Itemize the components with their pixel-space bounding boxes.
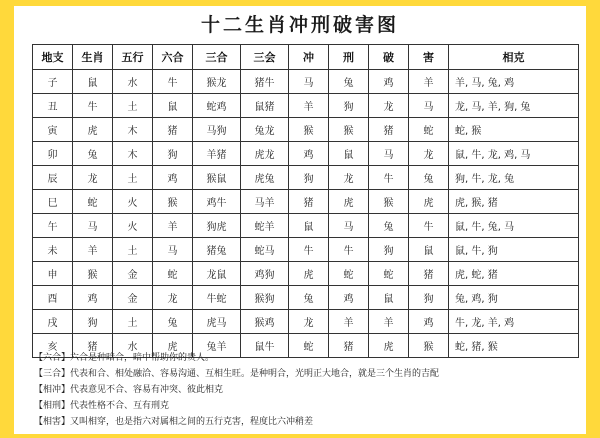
table-cell: 羊: [369, 310, 409, 334]
table-cell: 鸡: [153, 166, 193, 190]
table-cell: 土: [113, 94, 153, 118]
header-cell: 破: [369, 45, 409, 70]
table-cell: 狗: [409, 286, 449, 310]
table-row: [33, 238, 579, 262]
table-cell: 子: [33, 70, 73, 94]
table-cell: 狗虎: [193, 214, 241, 238]
header-cell: 五行: [113, 45, 153, 70]
table-cell: 虎: [153, 334, 193, 358]
table-cell: 猴: [409, 334, 449, 358]
table-cell: 木: [113, 142, 153, 166]
table-row: [33, 70, 579, 94]
table-cell: 虎马: [193, 310, 241, 334]
table-cell: 鸡: [329, 286, 369, 310]
table-cell: 水: [113, 334, 153, 358]
table-row: [33, 142, 579, 166]
table-cell: 牛: [409, 214, 449, 238]
table-cell: 猴: [73, 262, 113, 286]
header-cell: 冲: [289, 45, 329, 70]
note-xiangchong: 【相冲】代表意见不合、容易有冲突、彼此相克: [34, 385, 224, 395]
table-cell: 牛: [289, 238, 329, 262]
table-cell: 蛇鸡: [193, 94, 241, 118]
table-cell: 鼠: [289, 214, 329, 238]
table-cell: 鼠牛: [241, 334, 289, 358]
table-cell: 蛇: [409, 118, 449, 142]
table-cell: 蛇: [153, 262, 193, 286]
table-cell: 卯: [33, 142, 73, 166]
table-cell: 酉: [33, 286, 73, 310]
table-cell: 猴: [153, 190, 193, 214]
zodiac-table: [32, 44, 579, 358]
table-cell: 狗: [153, 142, 193, 166]
table-cell: 猴: [289, 118, 329, 142]
table-cell: 羊: [409, 70, 449, 94]
table-cell: 鼠: [153, 94, 193, 118]
header-cell: 刑: [329, 45, 369, 70]
table-cell: 猴狗: [241, 286, 289, 310]
table-cell: 兔, 鸡, 狗: [449, 286, 579, 310]
header-row: [33, 45, 579, 70]
table-cell: 牛: [369, 166, 409, 190]
table-cell: 鼠, 牛, 兔, 马: [449, 214, 579, 238]
table-cell: 狗, 牛, 龙, 兔: [449, 166, 579, 190]
header-cell: 地支: [33, 45, 73, 70]
table-cell: 金: [113, 286, 153, 310]
table-cell: 猪: [369, 118, 409, 142]
table-cell: 羊: [289, 94, 329, 118]
table-cell: 猪: [153, 118, 193, 142]
table-cell: 鼠: [369, 286, 409, 310]
table-cell: 龙: [73, 166, 113, 190]
table-cell: 水: [113, 70, 153, 94]
table-cell: 土: [113, 166, 153, 190]
table-cell: 马: [289, 70, 329, 94]
table-cell: 猪: [329, 334, 369, 358]
table-cell: 鸡: [289, 142, 329, 166]
table-cell: 土: [113, 310, 153, 334]
table-cell: 马狗: [193, 118, 241, 142]
table-cell: 辰: [33, 166, 73, 190]
table-row: [33, 190, 579, 214]
table-cell: 狗: [289, 166, 329, 190]
table-cell: 猪: [73, 334, 113, 358]
page-title: 十二生肖冲刑破害图: [200, 14, 399, 36]
table-cell: 龙: [409, 142, 449, 166]
table-cell: 龙: [289, 310, 329, 334]
header-cell: 六合: [153, 45, 193, 70]
document-page: [14, 6, 586, 434]
table-cell: 狗: [369, 238, 409, 262]
header-cell: 相克: [449, 45, 579, 70]
table-cell: 蛇: [289, 334, 329, 358]
table-cell: 丑: [33, 94, 73, 118]
table-cell: 鸡: [369, 70, 409, 94]
table-cell: 虎: [289, 262, 329, 286]
table-cell: 鸡: [73, 286, 113, 310]
table-cell: 戌: [33, 310, 73, 334]
table-cell: 鸡牛: [193, 190, 241, 214]
table-cell: 火: [113, 214, 153, 238]
table-cell: 兔羊: [193, 334, 241, 358]
table-cell: 羊: [329, 310, 369, 334]
table-cell: 牛蛇: [193, 286, 241, 310]
table-cell: 午: [33, 214, 73, 238]
table-cell: 鼠: [409, 238, 449, 262]
table-cell: 鼠猪: [241, 94, 289, 118]
table-cell: 蛇: [329, 262, 369, 286]
table-cell: 牛: [73, 94, 113, 118]
table-cell: 猴龙: [193, 70, 241, 94]
table-cell: 牛, 龙, 羊, 鸡: [449, 310, 579, 334]
table-cell: 马: [73, 214, 113, 238]
table-row: [33, 262, 579, 286]
table-cell: 羊, 马, 兔, 鸡: [449, 70, 579, 94]
table-cell: 巳: [33, 190, 73, 214]
table-cell: 猴鼠: [193, 166, 241, 190]
table-body: [33, 70, 579, 358]
note-xiangxing: 【相刑】代表性格不合、互有刑克: [34, 401, 170, 411]
table-cell: 龙, 马, 羊, 狗, 兔: [449, 94, 579, 118]
table-cell: 猴鸡: [241, 310, 289, 334]
notes-section: [34, 350, 582, 430]
table-row: [33, 166, 579, 190]
table-cell: 虎, 猴, 猪: [449, 190, 579, 214]
table-cell: 虎兔: [241, 166, 289, 190]
table-cell: 兔: [289, 286, 329, 310]
table-cell: 鼠: [329, 142, 369, 166]
table-cell: 狗: [329, 94, 369, 118]
header-cell: 三会: [241, 45, 289, 70]
table-row: [33, 118, 579, 142]
table-cell: 兔: [369, 214, 409, 238]
table-row: [33, 94, 579, 118]
table-cell: 猴: [369, 190, 409, 214]
table-row: [33, 214, 579, 238]
table-cell: 蛇: [369, 262, 409, 286]
header-cell: 害: [409, 45, 449, 70]
table-cell: 牛: [329, 238, 369, 262]
table-cell: 猪牛: [241, 70, 289, 94]
table-cell: 虎龙: [241, 142, 289, 166]
table-cell: 羊猪: [193, 142, 241, 166]
table-cell: 寅: [33, 118, 73, 142]
table-cell: 申: [33, 262, 73, 286]
table-cell: 蛇, 猪, 猴: [449, 334, 579, 358]
table-row: [33, 286, 579, 310]
note-sanhe: 【三合】代表和合、相处融洽、容易沟通、互相生旺。是种明合，光明正大地合，就是三个生肖的吉配: [34, 369, 440, 379]
table-cell: 兔: [409, 166, 449, 190]
table-cell: 虎: [73, 118, 113, 142]
header-cell: 生肖: [73, 45, 113, 70]
table-cell: 兔龙: [241, 118, 289, 142]
table-cell: 虎: [329, 190, 369, 214]
table-cell: 马: [329, 214, 369, 238]
table-cell: 虎: [369, 334, 409, 358]
table-cell: 马: [369, 142, 409, 166]
table-cell: 兔: [329, 70, 369, 94]
table-cell: 马: [153, 238, 193, 262]
header-cell: 三合: [193, 45, 241, 70]
table-cell: 龙鼠: [193, 262, 241, 286]
table-cell: 马羊: [241, 190, 289, 214]
table-cell: 虎, 蛇, 猪: [449, 262, 579, 286]
table-cell: 鸡: [409, 310, 449, 334]
table-cell: 羊: [153, 214, 193, 238]
table-cell: 鼠: [73, 70, 113, 94]
table-cell: 蛇, 猴: [449, 118, 579, 142]
table-cell: 鼠, 牛, 龙, 鸡, 马: [449, 142, 579, 166]
table-cell: 未: [33, 238, 73, 262]
table-cell: 龙: [153, 286, 193, 310]
table-cell: 狗: [73, 310, 113, 334]
table-cell: 木: [113, 118, 153, 142]
table-cell: 猪: [289, 190, 329, 214]
table-cell: 龙: [369, 94, 409, 118]
note-liuhe: 【六合】六合是种暗合，暗中帮助你的贵人。: [34, 353, 215, 363]
table-cell: 马: [409, 94, 449, 118]
table-cell: 蛇马: [241, 238, 289, 262]
note-xianghai: 【相害】又叫相穿，也是指六对属相之间的五行克害，程度比六冲稍差: [34, 417, 314, 427]
table-cell: 亥: [33, 334, 73, 358]
table-cell: 羊: [73, 238, 113, 262]
table-cell: 虎: [409, 190, 449, 214]
table-cell: 猴: [329, 118, 369, 142]
table-cell: 蛇: [73, 190, 113, 214]
table-cell: 兔: [73, 142, 113, 166]
table-cell: 猪: [409, 262, 449, 286]
table-cell: 火: [113, 190, 153, 214]
table-cell: 土: [113, 238, 153, 262]
table-row: [33, 310, 579, 334]
table-cell: 鼠, 牛, 狗: [449, 238, 579, 262]
table-cell: 牛: [153, 70, 193, 94]
table-cell: 兔: [153, 310, 193, 334]
table-cell: 龙: [329, 166, 369, 190]
table-cell: 蛇羊: [241, 214, 289, 238]
table-cell: 鸡狗: [241, 262, 289, 286]
table-cell: 金: [113, 262, 153, 286]
table-cell: 猪兔: [193, 238, 241, 262]
